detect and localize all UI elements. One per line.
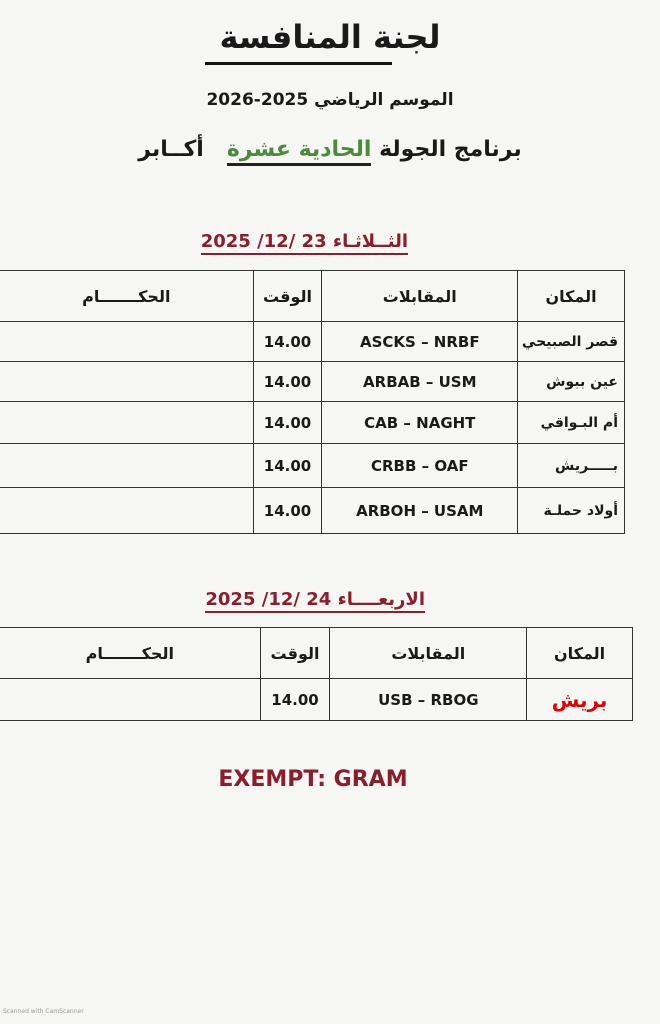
table-row xyxy=(0,322,625,362)
match-cell: USB – RBOG xyxy=(330,679,527,721)
round-name: الحادية عشرة xyxy=(227,137,372,166)
venue-cell: أم البـواقي xyxy=(518,402,625,444)
header-referees: الحكـــــــام xyxy=(0,271,253,322)
time-cell: 14.00 xyxy=(253,402,322,444)
referees-cell xyxy=(0,679,260,721)
venue-cell: بريش xyxy=(527,679,633,721)
time-cell: 14.00 xyxy=(253,322,322,362)
table-header-row xyxy=(0,628,633,679)
document-title: لجنة المنافسة xyxy=(219,18,441,56)
day1-table xyxy=(0,270,625,534)
venue-cell: بـــــريش xyxy=(518,444,625,488)
category-label: أكــابر xyxy=(138,137,204,162)
table-row xyxy=(0,402,625,444)
match-cell: ARBAB – USM xyxy=(322,362,518,402)
venue-cell: قصر الصبيحي xyxy=(518,322,625,362)
time-cell: 14.00 xyxy=(253,488,322,534)
venue-cell: عين ببوش xyxy=(518,362,625,402)
time-cell: 14.00 xyxy=(260,679,330,721)
day1-date: الثــلاثـاء 23 /12/ 2025 xyxy=(201,231,408,255)
header-matches: المقابلات xyxy=(322,271,518,322)
referees-cell xyxy=(0,444,253,488)
day2-table xyxy=(0,627,633,721)
header-place: المكان xyxy=(527,628,633,679)
referees-cell xyxy=(0,322,253,362)
header-place: المكان xyxy=(518,271,625,322)
time-cell: 14.00 xyxy=(253,362,322,402)
table-row xyxy=(0,444,625,488)
scanner-watermark: Scanned with CamScanner xyxy=(3,1008,84,1015)
table-row xyxy=(0,488,625,534)
title-underline xyxy=(205,62,392,65)
match-cell: ARBOH – USAM xyxy=(322,488,518,534)
referees-cell xyxy=(0,402,253,444)
table-header-row xyxy=(0,271,625,322)
header-time: الوقت xyxy=(260,628,330,679)
match-cell: CRBB – OAF xyxy=(322,444,518,488)
exempt-team: EXEMPT: GRAM xyxy=(218,767,408,792)
referees-cell xyxy=(0,362,253,402)
time-cell: 14.00 xyxy=(253,444,322,488)
round-program-heading xyxy=(0,137,660,162)
header-time: الوقت xyxy=(253,271,322,322)
header-matches: المقابلات xyxy=(330,628,527,679)
referees-cell xyxy=(0,488,253,534)
venue-cell: أولاد حملـة xyxy=(518,488,625,534)
program-prefix: برنامج الجولة xyxy=(379,137,522,162)
season-label: الموسم الرياضي 2025-2026 xyxy=(206,90,454,110)
day2-date: الاربعــــاء 24 /12/ 2025 xyxy=(205,589,425,613)
match-cell: CAB – NAGHT xyxy=(322,402,518,444)
header-referees: الحكـــــــام xyxy=(0,628,260,679)
match-cell: ASCKS – NRBF xyxy=(322,322,518,362)
table-row xyxy=(0,362,625,402)
table-row xyxy=(0,679,633,721)
